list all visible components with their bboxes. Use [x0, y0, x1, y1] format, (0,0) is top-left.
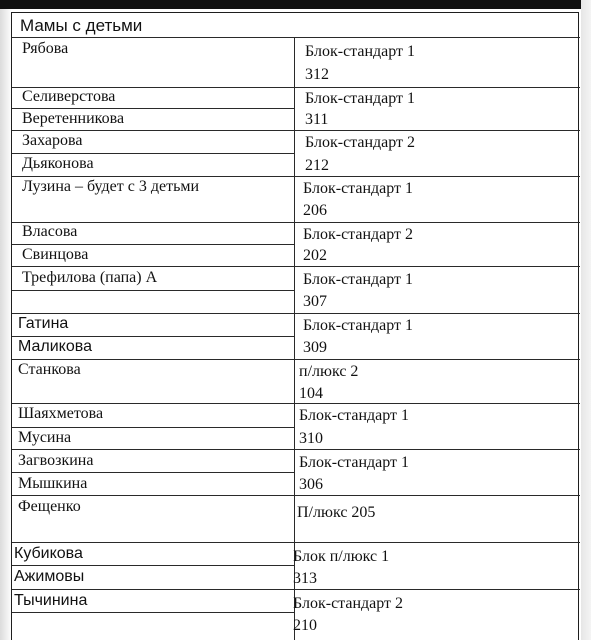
table-cell-name: Лузина – будет с 3 детьми	[22, 178, 200, 195]
rule-left	[12, 176, 294, 177]
rule-left	[12, 108, 294, 109]
rule-left	[12, 589, 294, 590]
rule-left	[12, 266, 294, 267]
table-cell-name: Фещенко	[18, 498, 81, 515]
rule-right	[294, 359, 580, 360]
table-cell-room-type: Блок-стандарт 1	[299, 454, 410, 471]
table-cell-name: Гатина	[18, 315, 69, 332]
table-cell-room-number: 313	[293, 570, 317, 587]
rule-right	[294, 266, 580, 267]
table-cell-room-type: Блок-стандарт 2	[305, 134, 416, 151]
rule-right	[294, 403, 580, 404]
table-cell-room-type: Блок-стандарт 1	[303, 271, 414, 288]
table-cell-room-number: 310	[299, 430, 323, 447]
table-cell-room-type: Блок-стандарт 2	[303, 226, 414, 243]
table-cell-name: Ажимовы	[14, 568, 85, 585]
table-cell-room-type: Блок п/люкс 1	[293, 548, 390, 565]
table-cell-name: Веретенникова	[22, 110, 125, 127]
rule-title	[12, 37, 580, 38]
rule-left	[12, 153, 294, 154]
rule-right	[294, 449, 580, 450]
table-cell-room-type: Блок-стандарт 1	[305, 43, 416, 60]
rule-right	[294, 176, 580, 177]
rule-right	[294, 542, 580, 543]
table-cell-name: Свинцова	[22, 246, 89, 263]
rule-right	[294, 130, 580, 131]
rule-right	[294, 495, 580, 496]
rule-left	[12, 542, 294, 543]
rule-left	[12, 612, 294, 613]
rule-right	[294, 313, 580, 314]
table-cell-room-number: 309	[303, 339, 327, 356]
rule-left	[12, 449, 294, 450]
table-cell-room-type: п/люкс 2	[299, 363, 359, 380]
table-cell-room-number: 312	[305, 66, 329, 83]
table-cell-name: Власова	[22, 223, 78, 240]
table-cell-name: Захарова	[22, 132, 83, 149]
table-title: Мамы с детьми	[20, 16, 143, 35]
table-cell-name: Маликова	[18, 338, 92, 355]
table-cell-room-type: Блок-стандарт 1	[305, 90, 416, 107]
table-cell-name: Кубикова	[14, 545, 83, 562]
table-cell-room-number: 307	[303, 293, 327, 310]
rule-right	[294, 87, 580, 88]
rule-left	[12, 130, 294, 131]
table-cell-room-number: 202	[303, 247, 327, 264]
rule-left	[12, 472, 294, 473]
table-cell-name: Станкова	[18, 361, 81, 378]
table-cell-name: Трефилова (папа) А	[22, 269, 158, 286]
table-cell-room-type: Блок-стандарт 1	[299, 407, 410, 424]
rule-left	[12, 336, 294, 337]
rule-left	[12, 427, 294, 428]
table-cell-room-number: 206	[303, 202, 327, 219]
rule-left	[12, 495, 294, 496]
table-cell-name: Рябова	[22, 40, 69, 57]
rule-left	[12, 403, 294, 404]
table-cell-room-number: 311	[305, 111, 329, 128]
table-cell-room-number: 306	[299, 476, 323, 493]
rule-right	[294, 589, 580, 590]
rule-left	[12, 313, 294, 314]
scan-top-edge	[0, 0, 591, 9]
rule-right	[294, 222, 580, 223]
table-cell-name: Селиверстова	[22, 88, 116, 105]
table-cell-name: Мусина	[18, 429, 72, 446]
table-cell-name: Тычинина	[14, 592, 88, 609]
table-cell-room-type: Блок-стандарт 1	[303, 180, 414, 197]
rule-left	[12, 244, 294, 245]
table-cell-room-number: 212	[305, 157, 329, 174]
table-cell-room-number: 104	[299, 385, 323, 402]
table-cell-room-type: Блок-стандарт 2	[293, 595, 404, 612]
table-cell-name: Шаяхметова	[18, 405, 104, 422]
table-cell-name: Дьяконова	[22, 155, 94, 172]
rule-left	[12, 565, 294, 566]
table-cell-room-type: Блок-стандарт 1	[303, 317, 414, 334]
table-cell-name: Загвозкина	[18, 452, 94, 469]
scan-right-edge	[581, 0, 591, 640]
rule-left	[12, 290, 294, 291]
table-cell-room-type: П/люкс 205	[297, 504, 376, 521]
table-cell-name: Мышкина	[18, 475, 88, 492]
table-cell-room-number: 210	[293, 617, 317, 634]
document-table	[11, 12, 579, 640]
rule-left	[12, 359, 294, 360]
